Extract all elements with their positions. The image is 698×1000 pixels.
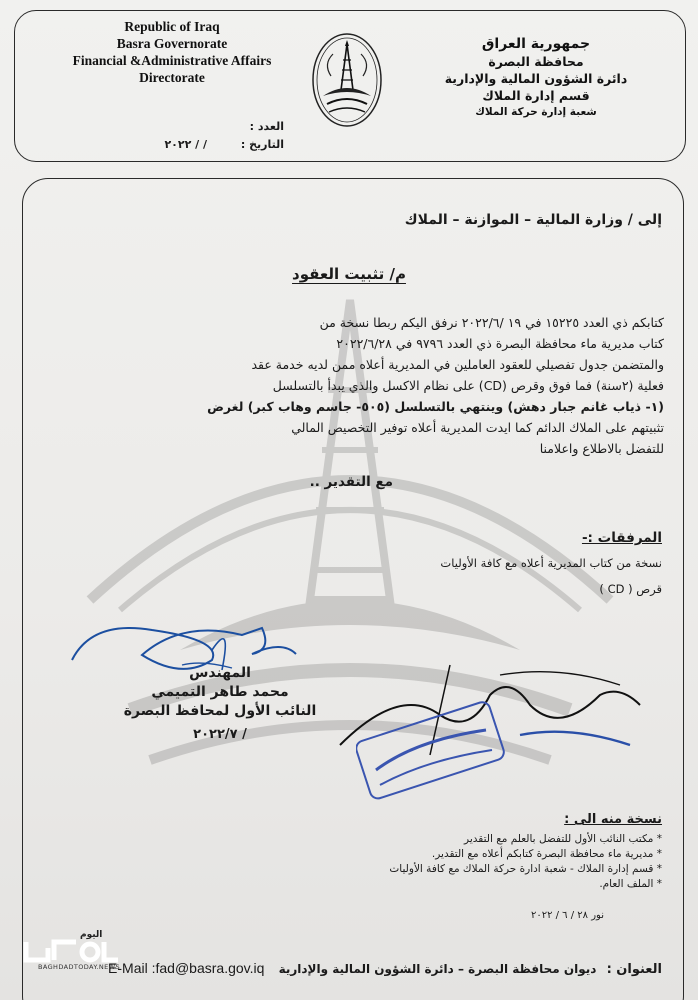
copy-recipient: * الملف العام.: [242, 877, 662, 892]
body-line-6: تثبيتهم على الملاك الدائم كما ايدت المديرية أعلاه توفير التخصيص المالي: [291, 420, 664, 435]
copies-list: [242, 832, 662, 892]
address-text: ديوان محافظة البصرة – دائرة الشؤون المالية والإدارية: [278, 962, 597, 976]
date-row: [104, 136, 284, 154]
copy-recipient: * مديرية ماء محافظة البصرة كتابكم أعلاه مع التقدير.: [242, 847, 662, 862]
date-value: / / ٢٠٢٢: [164, 138, 208, 151]
attachment-item: قرص ( CD ): [599, 582, 662, 596]
date-label: التاريخ :: [240, 138, 284, 151]
ar-line-4: قسم إدارة الملاك: [482, 88, 590, 103]
body-line-3: والمتضمن جدول تفصيلي للعقود العاملين في المديرية أعلاه ممن لديه خدمة عقد: [251, 357, 664, 372]
english-letterhead: [52, 18, 292, 86]
official-stamp-icon: [356, 700, 506, 810]
en-line-3: Financial &Administrative Affairs: [72, 53, 272, 68]
brand-name: اليوم: [80, 930, 103, 940]
ar-line-5: شعبة إدارة حركة الملاك: [475, 106, 597, 118]
en-line-2: Basra Governorate: [116, 36, 228, 51]
copies-title: نسخة منه الى :: [564, 812, 662, 827]
body-line-4: فعلية (٢سنة) فما فوق وقرص (CD) على نظام الاكسل والذي يبدأ بالتسلسل: [272, 378, 664, 393]
ar-line-2: محافظة البصرة: [488, 54, 584, 69]
signer-name: محمد طاهر التميمي: [151, 684, 289, 700]
letter-body: [32, 312, 664, 459]
attachment-item: نسخة من كتاب المديرية أعلاه مع كافة الأوليات: [440, 556, 662, 570]
subject-line: م/ تثبيت العقود: [292, 265, 406, 283]
footer-address: [102, 960, 662, 977]
brand-site: BAGHDADTODAY.NEWS: [38, 963, 121, 971]
typist-initials: نور ٢٨ / ٦ / ٢٠٢٢: [530, 910, 604, 921]
attachments-title: المرفقات :-: [581, 530, 662, 546]
copy-recipient: * قسم إدارة الملاك - شعبة ادارة حركة الملاك مع كافة الأوليات: [242, 862, 662, 877]
body-line-2: كتاب مديرية ماء محافظة البصرة ذي العدد ٩٧٩٦ في ٢٠٢٢/٦/٢٨: [336, 336, 664, 351]
signer-title: المهندس: [189, 665, 251, 681]
arabic-letterhead: [406, 36, 666, 121]
signer-date: / ٢٠٢٢/٧: [193, 727, 247, 742]
signer-position: النائب الأول لمحافظ البصرة: [123, 703, 317, 719]
en-line-1: Republic of Iraq: [124, 19, 220, 34]
email-text: E-Mail :fad@basra.gov.iq: [108, 960, 265, 976]
basra-emblem-icon: [309, 30, 385, 130]
ar-line-1: جمهورية العراق: [481, 36, 591, 52]
regards-line: مع التقدير ..: [309, 474, 393, 490]
recipient-line: إلى / وزارة المالية – الموازنة – الملاك: [404, 212, 662, 228]
body-line-7: للتفضل بالاطلاع واعلامنا: [539, 441, 664, 456]
ar-line-3: دائرة الشؤون المالية والإدارية: [444, 71, 628, 86]
signer-block: [110, 664, 330, 744]
reference-block: [104, 118, 284, 154]
en-line-4: Directorate: [139, 70, 205, 85]
number-label: العدد :: [249, 120, 284, 133]
address-label: العنوان :: [606, 962, 662, 977]
body-line-1: كتابكم ذي العدد ١٥٢٢٥ في ١٩ /٢٠٢٢/٦ نرفق اليكم ربطا نسخة من: [319, 315, 664, 330]
body-line-5: (١- ذياب غانم جبار دهش) وينتهي بالتسلسل (٥٠٥- جاسم وهاب كبر) لغرض: [207, 399, 664, 414]
copy-recipient: * مكتب النائب الأول للتفضل بالعلم مع التقدير: [242, 832, 662, 847]
